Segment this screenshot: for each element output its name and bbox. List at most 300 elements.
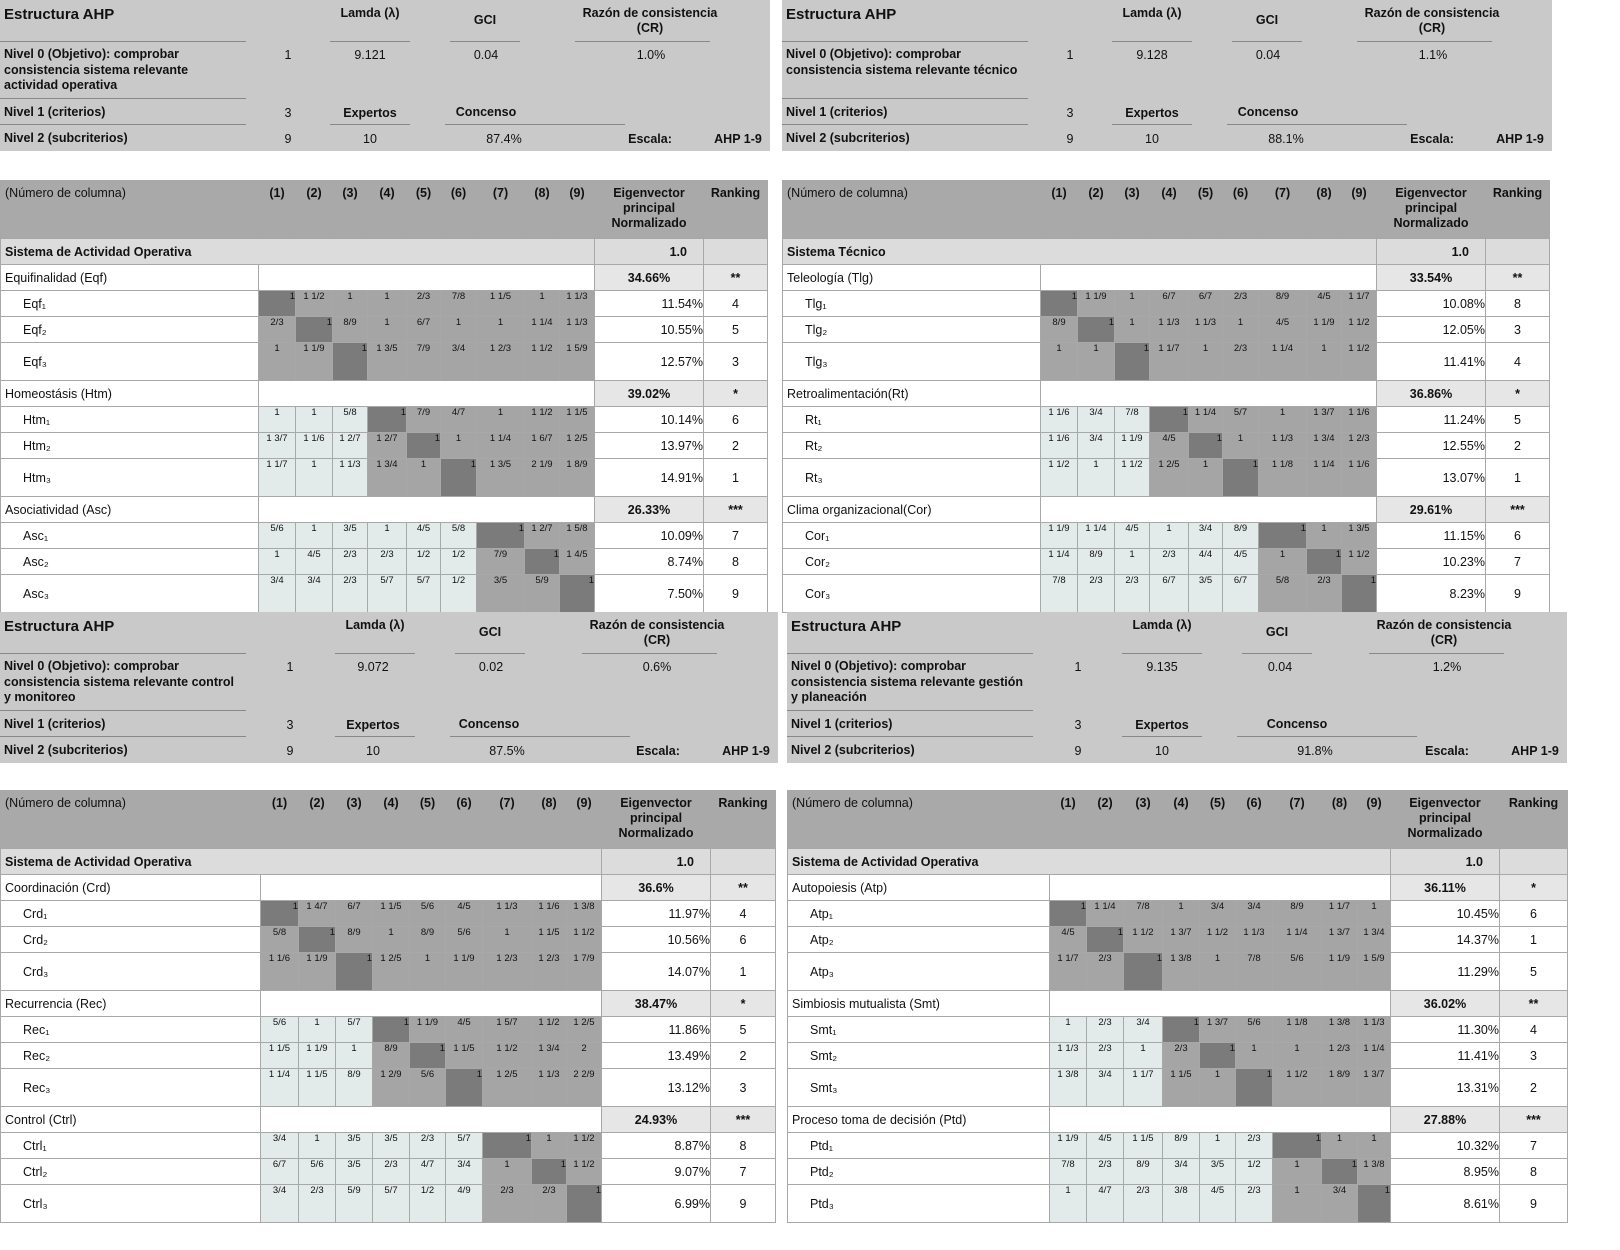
nivel1-value: 3 (1074, 718, 1082, 732)
column-number-1: (1) (1050, 791, 1087, 849)
matrix-cell: 4/5 (1200, 1185, 1236, 1223)
nivel0-value: 1 (1074, 660, 1082, 674)
criterion-row (788, 875, 1568, 901)
system-rank-empty (1500, 849, 1568, 875)
subcriterion-eigenvector: 10.56% (602, 927, 711, 953)
subcriterion-eigenvector: 8.61% (1391, 1185, 1500, 1223)
column-number-7: (7) (483, 791, 532, 849)
column-number-3: (3) (1115, 181, 1150, 239)
subcriterion-name: Asc₁ (1, 523, 259, 549)
column-number-1: (1) (1041, 181, 1078, 239)
matrix-cell: 1 1/6 (296, 433, 333, 459)
consenso-label: Concenso (1266, 717, 1328, 731)
subcriterion-rank: 3 (704, 343, 768, 381)
matrix-cell: 1 (1307, 523, 1342, 549)
matrix-cell: 5/6 (446, 927, 483, 953)
header-divider (0, 710, 246, 711)
subcriterion-eigenvector: 11.15% (1377, 523, 1486, 549)
escala-value: AHP 1-9 (722, 744, 770, 758)
consenso-label: Concenso (458, 717, 520, 731)
system-name: Sistema de Actividad Operativa (1, 849, 602, 875)
matrix-cell: 2/3 (1236, 1185, 1273, 1223)
matrix-cell: 1 2/3 (1322, 1043, 1358, 1069)
subcriterion-rank: 4 (711, 901, 776, 927)
matrix-cell: 2/3 (1236, 1133, 1273, 1159)
matrix-cell: 1 (410, 953, 446, 991)
cr-label: Razón de consistencia (CR) (582, 6, 718, 35)
header-divider (1357, 41, 1492, 42)
matrix-cell: 4/9 (446, 1185, 483, 1223)
criterion-weight: 36.86% (1377, 381, 1486, 407)
matrix-cell: 6/7 (1150, 575, 1189, 613)
matrix-cell: 1 2/3 (483, 953, 532, 991)
matrix-cell: 1 3/8 (1050, 1069, 1087, 1107)
matrix-cell: 7/8 (1041, 575, 1078, 613)
expertos-value: 10 (366, 744, 380, 758)
structure-title: Estructura AHP (791, 618, 902, 635)
matrix-cell: 1 3/5 (477, 459, 525, 497)
escala-label: Escala: (628, 132, 672, 146)
matrix-cell: 5/9 (336, 1185, 373, 1223)
matrix-cell: 1 1/5 (532, 927, 567, 953)
matrix-cell: 1 1/7 (259, 459, 296, 497)
column-number-1: (1) (259, 181, 296, 239)
ranking-header: Ranking (711, 791, 776, 849)
matrix-cell: 3/5 (336, 1159, 373, 1185)
matrix-cell: 1 1/2 (1115, 459, 1150, 497)
subcriterion-row (1, 291, 768, 317)
matrix-cell: 1 (1273, 1159, 1322, 1185)
matrix-cell: 1 (441, 433, 477, 459)
subcriterion-row (783, 549, 1550, 575)
matrix-cell: 1 (483, 927, 532, 953)
matrix-cell: 1 (1087, 927, 1124, 953)
matrix-cell: 1 1/4 (1041, 549, 1078, 575)
criterion-row (783, 381, 1550, 407)
subcriterion-eigenvector: 8.23% (1377, 575, 1486, 613)
matrix-cell: 3/5 (1189, 575, 1223, 613)
header-divider (1227, 124, 1407, 125)
matrix-cell: 2 (567, 1043, 602, 1069)
matrix-cell: 1 (1189, 459, 1223, 497)
subcriterion-row (1, 433, 768, 459)
matrix-cell: 1 3/8 (567, 901, 602, 927)
matrix-cell: 3/5 (477, 575, 525, 613)
matrix-cell: 1 (1078, 343, 1115, 381)
subcriterion-row (1, 549, 768, 575)
matrix-cell: 1 (1358, 1133, 1391, 1159)
subcriterion-row (788, 1069, 1568, 1107)
subcriterion-eigenvector: 13.07% (1377, 459, 1486, 497)
system-rank-empty (711, 849, 776, 875)
matrix-cell: 1 3/5 (1342, 523, 1377, 549)
subcriterion-name: Cor₂ (783, 549, 1041, 575)
subcriterion-row (783, 523, 1550, 549)
matrix-cell: 4/5 (1307, 291, 1342, 317)
matrix-cell: 1 (299, 1017, 336, 1043)
subcriterion-eigenvector: 12.55% (1377, 433, 1486, 459)
cr-label: Razón de consistencia (CR) (589, 618, 725, 647)
matrix-cell: 1 1/4 (525, 317, 560, 343)
matrix-cell: 6/7 (261, 1159, 299, 1185)
matrix-cell: 7/8 (1115, 407, 1150, 433)
column-number-5: (5) (1200, 791, 1236, 849)
subcriterion-eigenvector: 10.32% (1391, 1133, 1500, 1159)
matrix-cell: 1 1/6 (1342, 407, 1377, 433)
pairwise-table (0, 790, 776, 1223)
subcriterion-name: Atp₁ (788, 901, 1050, 927)
subcriterion-row (783, 459, 1550, 497)
header-divider (582, 653, 717, 654)
matrix-cell: 6/7 (1189, 291, 1223, 317)
matrix-cell: 1 (441, 459, 477, 497)
criterion-name: Asociatividad (Asc) (1, 497, 259, 523)
subcriterion-eigenvector: 11.30% (1391, 1017, 1500, 1043)
header-divider (0, 98, 246, 99)
subcriterion-rank: 1 (711, 953, 776, 991)
matrix-cell: 5/7 (368, 575, 407, 613)
column-number-9: (9) (567, 791, 602, 849)
matrix-cell: 1 2/9 (373, 1069, 410, 1107)
matrix-cell: 3/4 (1236, 901, 1273, 927)
subcriterion-row (788, 953, 1568, 991)
subcriterion-rank: 9 (711, 1185, 776, 1223)
matrix-cell: 1 2/5 (560, 433, 595, 459)
criterion-blank (259, 265, 595, 291)
matrix-cell: 1 (1041, 291, 1078, 317)
criterion-blank (1041, 497, 1377, 523)
eigenvector-header: Eigenvector principal Normalizado (602, 791, 711, 849)
matrix-cell: 1 (333, 343, 368, 381)
matrix-cell: 1 (296, 459, 333, 497)
matrix-cell: 1 (1078, 317, 1115, 343)
nivel2-value: 9 (1066, 132, 1074, 146)
subcriterion-eigenvector: 6.99% (602, 1185, 711, 1223)
matrix-cell: 1 3/5 (368, 343, 407, 381)
subcriterion-row (783, 575, 1550, 613)
matrix-cell: 1 (336, 1043, 373, 1069)
lambda-value: 9.135 (1146, 660, 1178, 674)
nivel1-value: 3 (284, 106, 292, 120)
subcriterion-eigenvector: 10.08% (1377, 291, 1486, 317)
matrix-cell: 1 1/4 (1307, 459, 1342, 497)
matrix-cell: 1 4/5 (560, 549, 595, 575)
matrix-cell: 5/6 (1236, 1017, 1273, 1043)
criterion-weight: 29.61% (1377, 497, 1486, 523)
subcriterion-name: Cor₁ (783, 523, 1041, 549)
matrix-cell: 8/9 (373, 1043, 410, 1069)
matrix-cell: 2/3 (483, 1185, 532, 1223)
matrix-cell: 1 3/4 (368, 459, 407, 497)
matrix-cell: 3/4 (1078, 433, 1115, 459)
matrix-cell: 1 (525, 549, 560, 575)
matrix-cell: 2/3 (1163, 1043, 1200, 1069)
column-number-label: (Número de columna) (788, 791, 1050, 849)
nivel0-value: 1 (284, 48, 292, 62)
matrix-cell: 5/6 (1273, 953, 1322, 991)
expertos-label: Expertos (346, 718, 400, 732)
matrix-cell: 1 1/2 (1200, 927, 1236, 953)
matrix-cell: 3/4 (1322, 1185, 1358, 1223)
header-divider (330, 124, 410, 125)
matrix-cell: 4/5 (407, 523, 441, 549)
matrix-cell: 1 1/3 (1259, 433, 1307, 459)
matrix-cell: 1 (477, 317, 525, 343)
header-divider (782, 98, 1028, 99)
eigenvector-header: Eigenvector principal Normalizado (595, 181, 704, 239)
matrix-cell: 1 (1273, 1133, 1322, 1159)
criterion-rank: *** (704, 497, 768, 523)
subcriterion-name: Htm₁ (1, 407, 259, 433)
matrix-cell: 1 5/7 (483, 1017, 532, 1043)
matrix-cell: 1 1/4 (1273, 927, 1322, 953)
subcriterion-name: Rt₃ (783, 459, 1041, 497)
lambda-label: Lamda (λ) (1132, 618, 1192, 632)
subcriterion-rank: 6 (704, 407, 768, 433)
subcriterion-rank: 5 (1500, 953, 1568, 991)
criterion-row (1, 497, 768, 523)
matrix-cell: 1 (1041, 343, 1078, 381)
subcriterion-rank: 7 (1486, 549, 1550, 575)
criterion-rank: ** (704, 265, 768, 291)
matrix-cell: 2/3 (333, 549, 368, 575)
matrix-cell: 1 1/4 (1078, 523, 1115, 549)
system-name: Sistema de Actividad Operativa (1, 239, 595, 265)
nivel0-value: 1 (1066, 48, 1074, 62)
gci-label: GCI (1255, 13, 1279, 27)
system-row (1, 849, 776, 875)
matrix-cell: 4/5 (1259, 317, 1307, 343)
nivel2-label: Nivel 2 (subcriterios) (786, 131, 910, 145)
subcriterion-name: Smt₁ (788, 1017, 1050, 1043)
matrix-cell: 1 (1189, 433, 1223, 459)
ahp-panel-2 (782, 0, 1552, 610)
matrix-cell: 4/7 (441, 407, 477, 433)
subcriterion-eigenvector: 10.09% (595, 523, 704, 549)
matrix-cell: 1 (1307, 549, 1342, 575)
subcriterion-rank: 4 (704, 291, 768, 317)
gci-value: 0.04 (1255, 48, 1281, 62)
matrix-cell: 2/3 (1087, 1159, 1124, 1185)
matrix-cell: 1 (407, 459, 441, 497)
column-number-4: (4) (1150, 181, 1189, 239)
matrix-cell: 1 3/8 (1322, 1017, 1358, 1043)
matrix-cell: 2/3 (299, 1185, 336, 1223)
eigenvector-header: Eigenvector principal Normalizado (1377, 181, 1486, 239)
matrix-cell: 1 1/3 (560, 291, 595, 317)
matrix-cell: 5/8 (261, 927, 299, 953)
subcriterion-rank: 8 (704, 549, 768, 575)
subcriterion-row (1, 1069, 776, 1107)
matrix-cell: 1 1/5 (261, 1043, 299, 1069)
subcriterion-row (1, 1159, 776, 1185)
matrix-cell: 1 (1078, 459, 1115, 497)
matrix-cell: 1 (1150, 523, 1189, 549)
lambda-label: Lamda (λ) (340, 6, 400, 20)
subcriterion-rank: 4 (1486, 343, 1550, 381)
subcriterion-row (1, 1185, 776, 1223)
column-number-2: (2) (299, 791, 336, 849)
matrix-cell: 8/9 (1223, 523, 1259, 549)
matrix-cell: 1 3/7 (1358, 1069, 1391, 1107)
header-divider (782, 124, 1028, 125)
header-divider (445, 124, 625, 125)
criterion-rank: * (711, 991, 776, 1017)
subcriterion-rank: 7 (711, 1159, 776, 1185)
subcriterion-rank: 1 (1486, 459, 1550, 497)
subcriterion-rank: 1 (1500, 927, 1568, 953)
header-divider (1122, 653, 1202, 654)
matrix-cell: 1 (1115, 317, 1150, 343)
header-divider (1112, 41, 1192, 42)
ranking-header: Ranking (1500, 791, 1568, 849)
subcriterion-name: Eqf₂ (1, 317, 259, 343)
matrix-cell: 1 1/2 (1342, 549, 1377, 575)
matrix-cell: 1 (1236, 1069, 1273, 1107)
matrix-cell: 1 1/5 (477, 291, 525, 317)
subcriterion-rank: 3 (1500, 1043, 1568, 1069)
nivel1-label: Nivel 1 (criterios) (4, 717, 106, 731)
matrix-cell: 7/9 (407, 407, 441, 433)
matrix-cell: 1 3/7 (1200, 1017, 1236, 1043)
matrix-cell: 2/3 (410, 1133, 446, 1159)
matrix-cell: 1 1/7 (1150, 343, 1189, 381)
column-number-3: (3) (333, 181, 368, 239)
matrix-cell: 3/4 (446, 1159, 483, 1185)
criterion-blank (1041, 265, 1377, 291)
matrix-cell: 1 2/5 (483, 1069, 532, 1107)
column-header-row (788, 791, 1568, 849)
matrix-cell: 2 1/9 (525, 459, 560, 497)
matrix-cell: 1 3/7 (1322, 927, 1358, 953)
expertos-value: 10 (1145, 132, 1159, 146)
header-divider (335, 736, 415, 737)
criterion-name: Recurrencia (Rec) (1, 991, 261, 1017)
matrix-cell: 5/7 (373, 1185, 410, 1223)
matrix-cell: 1 (407, 433, 441, 459)
matrix-cell: 5/8 (441, 523, 477, 549)
matrix-cell: 3/4 (1078, 407, 1115, 433)
matrix-cell: 1 (560, 575, 595, 613)
criterion-blank (1041, 381, 1377, 407)
consenso-value: 87.5% (489, 744, 525, 758)
matrix-cell: 1 (368, 317, 407, 343)
system-value: 1.0 (1391, 849, 1500, 875)
criterion-row (783, 497, 1550, 523)
matrix-cell: 5/7 (336, 1017, 373, 1043)
escala-label: Escala: (1410, 132, 1454, 146)
consenso-label: Concenso (1237, 105, 1299, 119)
matrix-cell: 1 1/2 (567, 927, 602, 953)
matrix-cell: 1 (373, 1017, 410, 1043)
column-number-6: (6) (446, 791, 483, 849)
matrix-cell: 1 1/7 (1124, 1069, 1163, 1107)
matrix-cell: 2 2/9 (567, 1069, 602, 1107)
subcriterion-rank: 9 (1500, 1185, 1568, 1223)
nivel2-value: 9 (1074, 744, 1082, 758)
matrix-cell: 1 (1358, 901, 1391, 927)
escala-value: AHP 1-9 (1511, 744, 1559, 758)
matrix-cell: 1 3/8 (1358, 1159, 1391, 1185)
subcriterion-name: Ctrl₁ (1, 1133, 261, 1159)
system-value: 1.0 (602, 849, 711, 875)
matrix-cell: 1 1/6 (1041, 433, 1078, 459)
subcriterion-name: Rt₁ (783, 407, 1041, 433)
matrix-cell: 1 1/9 (299, 953, 336, 991)
header-divider (787, 653, 1033, 654)
matrix-cell: 1 2/3 (1342, 433, 1377, 459)
criterion-weight: 26.33% (595, 497, 704, 523)
escala-value: AHP 1-9 (1496, 132, 1544, 146)
subcriterion-row (788, 1159, 1568, 1185)
nivel2-value: 9 (284, 132, 292, 146)
matrix-cell: 1 (1223, 433, 1259, 459)
nivel0-value: 1 (286, 660, 294, 674)
subcriterion-name: Eqf₁ (1, 291, 259, 317)
matrix-cell: 1 (1200, 953, 1236, 991)
subcriterion-name: Rec₂ (1, 1043, 261, 1069)
structure-title: Estructura AHP (786, 6, 897, 23)
header-divider (450, 736, 630, 737)
expertos-value: 10 (363, 132, 377, 146)
consenso-value: 88.1% (1268, 132, 1304, 146)
column-number-5: (5) (407, 181, 441, 239)
matrix-cell: 5/7 (1223, 407, 1259, 433)
matrix-cell: 2/3 (1115, 575, 1150, 613)
subcriterion-row (788, 1185, 1568, 1223)
matrix-cell: 6/7 (407, 317, 441, 343)
expertos-label: Expertos (1135, 718, 1189, 732)
subcriterion-eigenvector: 11.86% (602, 1017, 711, 1043)
header-divider (330, 41, 410, 42)
subcriterion-name: Htm₃ (1, 459, 259, 497)
matrix-cell: 4/7 (410, 1159, 446, 1185)
pairwise-table (0, 180, 768, 613)
subcriterion-name: Ctrl₂ (1, 1159, 261, 1185)
matrix-cell: 1 1/5 (1163, 1069, 1200, 1107)
column-number-label: (Número de columna) (1, 181, 259, 239)
column-number-9: (9) (560, 181, 595, 239)
subcriterion-eigenvector: 13.12% (602, 1069, 711, 1107)
subcriterion-row (1, 953, 776, 991)
gci-label: GCI (1265, 625, 1289, 639)
cr-label: Razón de consistencia (CR) (1376, 618, 1512, 647)
subcriterion-name: Asc₃ (1, 575, 259, 613)
subcriterion-rank: 2 (711, 1043, 776, 1069)
column-number-5: (5) (1189, 181, 1223, 239)
matrix-cell: 1 (333, 291, 368, 317)
matrix-cell: 1 1/2 (483, 1043, 532, 1069)
subcriterion-name: Ctrl₃ (1, 1185, 261, 1223)
matrix-cell: 2/3 (1307, 575, 1342, 613)
criterion-name: Autopoiesis (Atp) (788, 875, 1050, 901)
matrix-cell: 3/5 (333, 523, 368, 549)
subcriterion-rank: 5 (1486, 407, 1550, 433)
matrix-cell: 4/5 (1115, 523, 1150, 549)
matrix-cell: 1/2 (1236, 1159, 1273, 1185)
matrix-cell: 8/9 (1041, 317, 1078, 343)
criterion-rank: * (1486, 381, 1550, 407)
criterion-weight: 38.47% (602, 991, 711, 1017)
criterion-weight: 27.88% (1391, 1107, 1500, 1133)
gci-value: 0.02 (478, 660, 504, 674)
column-number-4: (4) (1163, 791, 1200, 849)
criterion-name: Teleología (Tlg) (783, 265, 1041, 291)
matrix-cell: 1 1/2 (1342, 343, 1377, 381)
header-divider (575, 41, 710, 42)
header-divider (1237, 736, 1417, 737)
criterion-weight: 36.02% (1391, 991, 1500, 1017)
